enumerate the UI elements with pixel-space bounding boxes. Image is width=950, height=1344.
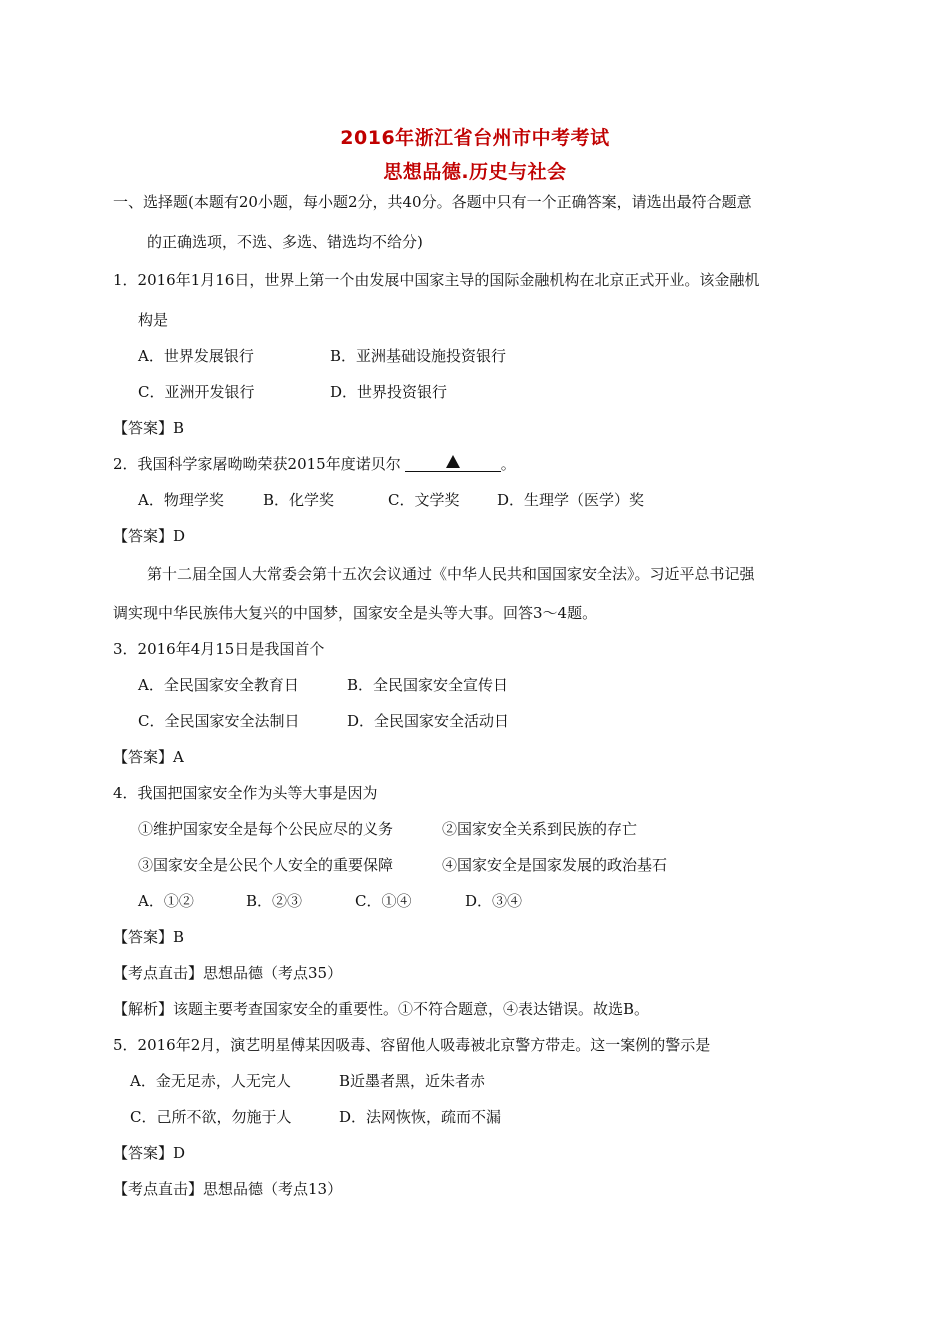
q3-option-d: D．全民国家安全活动日: [347, 712, 510, 730]
q1-option-b: B．亚洲基础设施投资银行: [330, 347, 507, 365]
q1-option-a: A．世界发展银行: [138, 347, 254, 365]
q3-option-a: A．全民国家安全教育日: [138, 676, 299, 694]
q4-option-b: B．②③: [246, 892, 303, 910]
intro-paragraph: 第十二届全国人大常委会第十五次会议通过《中华人民共和国国家安全法》。习近平总书记强: [147, 565, 755, 583]
q4-answer: 【答案】B: [113, 928, 185, 946]
q5-option-d: D．法网恢恢，疏而不漏: [339, 1108, 502, 1126]
q4-option-c: C．①④: [355, 892, 412, 910]
q1-option-c: C．亚洲开发银行: [138, 383, 255, 401]
q3-stem: 3．2016年4月15日是我国首个: [113, 640, 325, 658]
q5-stem: 5．2016年2月，演艺明星傅某因吸毒、容留他人吸毒被北京警方带走。这一案例的警示是: [113, 1036, 711, 1054]
q2-option-a: A．物理学奖: [138, 491, 224, 509]
section-heading: 一、选择题(本题有20小题，每小题2分，共40分。各题中只有一个正确答案，请选出最符合题意: [113, 193, 752, 211]
doc-subtitle: 思想品德.历史与社会: [383, 161, 567, 183]
q2-stem-end: 。: [500, 455, 516, 473]
q2-option-c: C．文学奖: [388, 491, 460, 509]
q4-point: 【考点直击】思想品德（考点35）: [113, 964, 343, 982]
q4-analysis: 【解析】该题主要考查国家安全的重要性。①不符合题意，④表达错误。故选B。: [113, 1000, 650, 1018]
q3-option-b: B．全民国家安全宣传日: [347, 676, 509, 694]
q1-option-d: D．世界投资银行: [330, 383, 448, 401]
q4-statement-4: ④国家安全是国家发展的政治基石: [442, 856, 668, 874]
q4-statement-3: ③国家安全是公民个人安全的重要保障: [138, 856, 394, 874]
doc-title: 2016年浙江省台州市中考考试: [340, 127, 610, 149]
q2-answer: 【答案】D: [113, 527, 186, 545]
q5-answer: 【答案】D: [113, 1144, 186, 1162]
q5-option-a: A．金无足赤，人无完人: [130, 1072, 291, 1090]
q2-stem: 2．我国科学家屠呦呦荣获2015年度诺贝尔: [113, 455, 401, 473]
q5-option-b: B近墨者黑，近朱者赤: [339, 1072, 486, 1090]
q1-answer: 【答案】B: [113, 419, 185, 437]
q1-stem: 1．2016年1月16日，世界上第一个由发展中国家主导的国际金融机构在北京正式开业。该金融机: [113, 271, 760, 289]
q1-stem-cont: 构是: [138, 311, 169, 329]
answer-blank: [405, 455, 501, 472]
q5-option-c: C．己所不欲，勿施于人: [130, 1108, 292, 1126]
q2-option-d: D．生理学（医学）奖: [497, 491, 645, 509]
q2-stem-line: [113, 454, 516, 474]
q4-statement-2: ②国家安全关系到民族的存亡: [442, 820, 638, 838]
q5-point: 【考点直击】思想品德（考点13）: [113, 1180, 343, 1198]
q2-option-b: B．化学奖: [263, 491, 335, 509]
triangle-icon: [446, 455, 460, 468]
intro-paragraph-cont: 调实现中华民族伟大复兴的中国梦，国家安全是头等大事。回答3～4题。: [113, 604, 598, 622]
q4-option-a: A．①②: [138, 892, 194, 910]
q4-statement-1: ①维护国家安全是每个公民应尽的义务: [138, 820, 394, 838]
q3-option-c: C．全民国家安全法制日: [138, 712, 300, 730]
q4-option-d: D．③④: [465, 892, 523, 910]
section-heading-cont: 的正确选项，不选、多选、错选均不给分): [147, 233, 423, 251]
q3-answer: 【答案】A: [113, 748, 184, 766]
q4-stem: 4．我国把国家安全作为头等大事是因为: [113, 784, 378, 802]
